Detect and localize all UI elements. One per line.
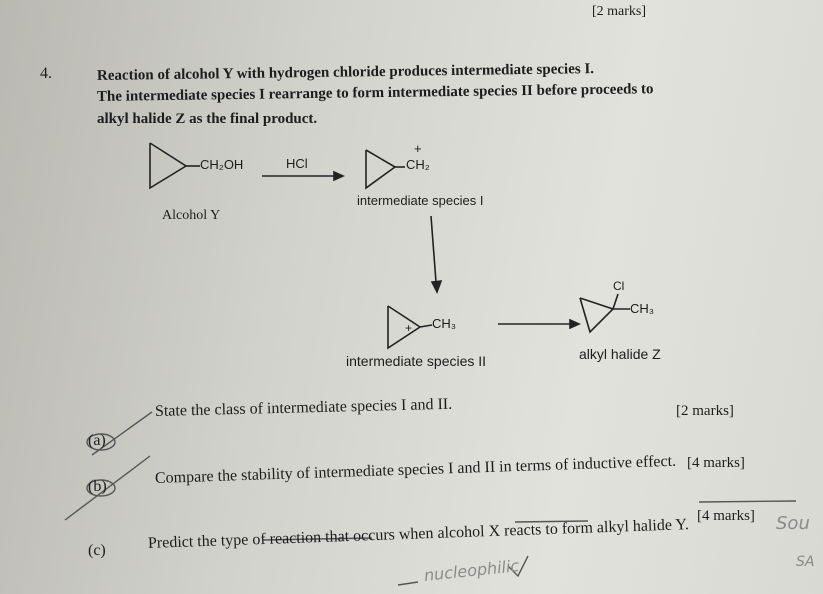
question-stem-line-1: Reaction of alcohol Y with hydrogen chloride produces intermediate species I. xyxy=(96,61,595,84)
species-1-label: intermediate species I xyxy=(357,193,484,208)
cation-ring xyxy=(366,150,395,188)
part-c-marks: [4 marks] xyxy=(697,508,755,524)
cation-plus: + xyxy=(414,141,422,156)
alcohol-label: Alcohol Y xyxy=(162,208,221,223)
chloro-label: Cl xyxy=(613,279,625,293)
rearrangement-arrow xyxy=(431,216,436,282)
underline-alkyl-halide xyxy=(699,501,796,502)
marks-top: [2 marks] xyxy=(592,4,647,19)
product-ring xyxy=(580,298,613,332)
part-b-marks: [4 marks] xyxy=(687,455,745,471)
alcohol-group: CH₂OH xyxy=(200,157,244,172)
reagent-label: HCl xyxy=(286,156,308,171)
handwritten-margin-2: SA xyxy=(796,554,815,570)
part-a-text: State the class of intermediate species I and II. xyxy=(154,395,453,420)
product-label: alkyl halide Z xyxy=(579,346,661,362)
cation-group: CH₂ xyxy=(406,157,430,172)
question-stem-line-3: alkyl halide Z as the final product. xyxy=(97,111,318,127)
rearrangement-arrow-head xyxy=(432,281,441,292)
question-number: 4. xyxy=(40,65,52,82)
reaction-arrow-2-head xyxy=(570,320,579,328)
part-a-marks: [2 marks] xyxy=(676,403,734,419)
species-2-bond xyxy=(420,325,432,327)
answer-arrow xyxy=(398,582,418,585)
methyl-group-1: CH₃ xyxy=(432,316,457,331)
part-b-label: (b) xyxy=(88,478,107,495)
methyl-group-2: CH₃ xyxy=(630,301,655,316)
reaction-arrow-1-head xyxy=(334,172,343,180)
species-2-plus: + xyxy=(405,321,413,335)
part-b-text: Compare the stability of intermediate species I and II in terms of inductive effect. xyxy=(154,452,677,487)
part-c-text: Predict the type of reaction that occurs when alcohol X reacts to form alkyl halide Y. xyxy=(147,516,690,552)
species-2-label: intermediate species II xyxy=(346,353,487,369)
question-stem-line-2: The intermediate species I rearrange to form intermediate species II before proceeds to xyxy=(96,81,654,105)
part-c-label: (c) xyxy=(88,542,106,559)
species-2-ring xyxy=(388,306,420,348)
handwritten-slash-b xyxy=(65,456,150,520)
handwritten-margin-1: Sou xyxy=(776,513,810,534)
part-a-label: (a) xyxy=(88,432,106,449)
alcohol-ring xyxy=(150,143,186,188)
handwritten-answer: nucleophilic xyxy=(423,556,521,585)
product-bond-cl xyxy=(613,294,618,309)
